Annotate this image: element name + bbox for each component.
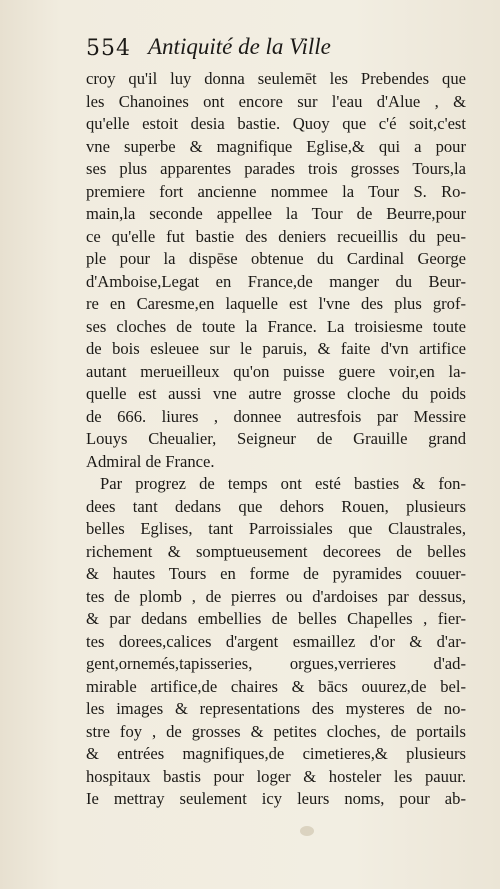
text-line: croy qu'il luy donna seulemēt les Prebendes que <box>86 69 466 88</box>
text-line: quelle est aussi vne autre grosse cloche du poids <box>86 384 466 403</box>
text-line: main,la seconde appellee la Tour de Beurre,pour <box>86 204 466 223</box>
text-line: & entrées magnifiques,de cimetieres,& plusieurs <box>86 744 466 763</box>
text-line: premiere fort ancienne nommee la Tour S. Ro- <box>86 181 466 201</box>
text-line: re en Caresme,en laquelle est l'vne des plus grof- <box>86 294 466 313</box>
text-line: gent,ornemés,tapisseries, orgues,verrieres d'ad- <box>86 654 466 673</box>
text-line: mirable artifice,de chaires & bācs ouurez,de bel- <box>86 676 466 696</box>
paragraph-start-line: Par progrez de temps ont esté basties & fon- <box>100 474 466 493</box>
text-line: les images & representations des mysteres de no- <box>86 699 466 718</box>
page-header <box>86 34 466 66</box>
text-line: & hautes Tours en forme de pyramides couuer- <box>86 564 466 583</box>
text-line: d'Amboise,Legat en France,de manger du Beur- <box>86 271 466 291</box>
text-line: & par dedans embellies de belles Chapelles , fier- <box>86 609 466 628</box>
text-line: de 666. liures , donnee autresfois par Messire <box>86 406 466 426</box>
text-line: de bois esleuee sur le paruis, & faite d'vn artifice <box>86 339 466 358</box>
text-line: vne superbe & magnifique Eglise,& qui a pour <box>86 136 466 156</box>
text-line: stre foy , de grosses & petites cloches, de portails <box>86 721 466 741</box>
text-line: Ie mettray seulement icy leurs noms, pour ab- <box>86 789 466 808</box>
text-line: tes de plomb , de pierres ou d'ardoises par dessus, <box>86 586 466 606</box>
text-line: ce qu'elle fut bastie des deniers recueillis du peu- <box>86 226 466 246</box>
text-line: qu'elle estoit desia bastie. Quoy que c'é soit,c'est <box>86 114 466 133</box>
body-text <box>86 68 466 811</box>
text-line: tes dorees,calices d'argent esmaillez d'or & d'ar- <box>86 631 466 651</box>
text-line: Louys Cheualier, Seigneur de Grauille grand <box>86 429 466 448</box>
running-title: Antiquité de la Ville <box>148 34 331 59</box>
text-line: ses cloches de toute la France. La troisiesme toute <box>86 316 466 336</box>
text-line: richement & somptueusement decorees de belles <box>86 541 466 561</box>
text-line: dees tant dedans que dehors Rouen, plusieurs <box>86 496 466 516</box>
text-line: belles Eglises, tant Parroissiales que Claustrales, <box>86 519 466 538</box>
page-number: 554 <box>86 36 131 61</box>
text-line: ses plus apparentes parades trois grosses Tours,la <box>86 159 466 178</box>
text-line: les Chanoines ont encore sur l'eau d'Alue , & <box>86 91 466 111</box>
text-line: hospitaux bastis pour loger & hosteler les pauur. <box>86 766 466 786</box>
paragraph-end-line: Admiral de France. <box>86 451 215 471</box>
text-line: autant merueilleux qu'on puisse guere voir,en la- <box>86 361 466 381</box>
text-line: ple pour la dispēse obtenue du Cardinal George <box>86 249 466 268</box>
paper-stain <box>300 826 314 836</box>
